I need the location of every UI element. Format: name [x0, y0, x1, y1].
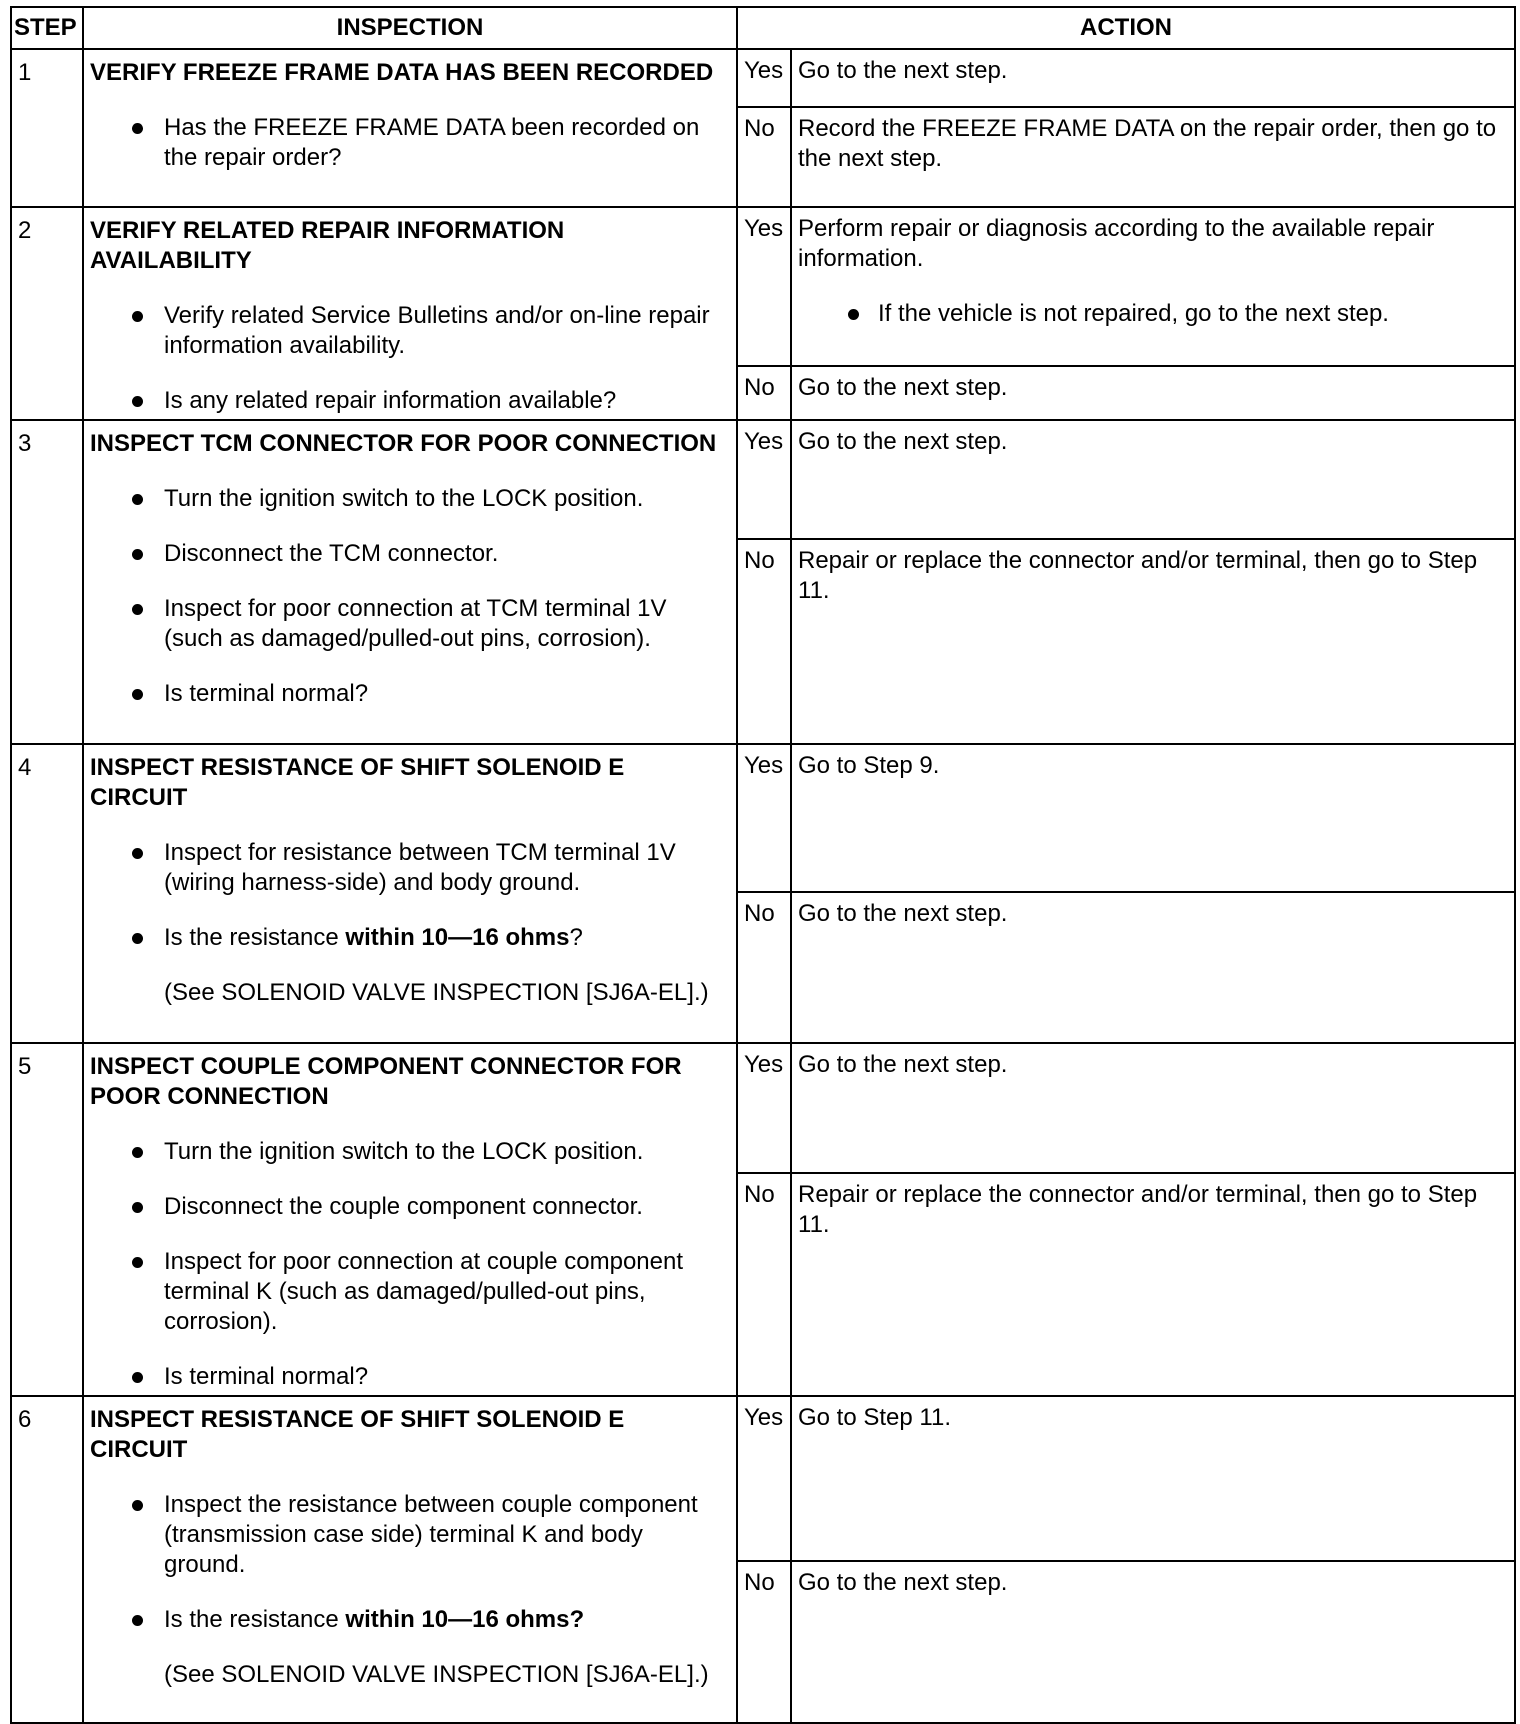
no-action: Go to the next step.	[791, 1561, 1515, 1723]
step-number: 6	[11, 1396, 83, 1723]
no-action: Go to the next step.	[791, 366, 1515, 420]
bullet-icon	[132, 1500, 143, 1511]
yes-label: Yes	[737, 1396, 791, 1561]
step-row	[11, 744, 1515, 892]
step-row	[11, 49, 1515, 107]
yes-action: Go to the next step.	[791, 49, 1515, 107]
yes-action: Perform repair or diagnosis according to the available repair information.	[798, 215, 1435, 272]
inspection-cell	[83, 49, 737, 207]
inspection-bullet: Is terminal normal?	[90, 1362, 728, 1392]
inspection-bullet: Turn the ignition switch to the LOCK position.	[90, 1137, 728, 1167]
no-action: Repair or replace the connector and/or terminal, then go to Step 11.	[791, 1173, 1515, 1396]
step-column-header: STEP	[11, 7, 83, 49]
step-number: 2	[11, 207, 83, 420]
inspection-title: INSPECT TCM CONNECTOR FOR POOR CONNECTION	[90, 430, 717, 457]
yes-label: Yes	[737, 744, 791, 892]
yes-label: Yes	[737, 207, 791, 366]
bullet-icon	[132, 1372, 143, 1383]
yes-action: Go to Step 11.	[791, 1396, 1515, 1561]
inspection-bullet: Has the FREEZE FRAME DATA been recorded on the repair order?	[90, 113, 728, 173]
inspection-bullet: Inspect for resistance between TCM terminal 1V (wiring harness-side) and body ground.	[90, 838, 728, 898]
inspection-cell	[83, 1396, 737, 1723]
inspection-bullet: Inspect for poor connection at TCM terminal 1V (such as damaged/pulled-out pins, corrosion).	[90, 594, 728, 654]
yes-action-cell	[791, 207, 1515, 366]
bullet-icon	[132, 848, 143, 859]
bullet-icon	[132, 933, 143, 944]
bullet-icon	[132, 1202, 143, 1213]
inspection-title: INSPECT COUPLE COMPONENT CONNECTOR FOR POOR CONNECTION	[90, 1053, 682, 1110]
no-label: No	[737, 107, 791, 207]
bullet-icon	[132, 549, 143, 560]
inspection-cell	[83, 420, 737, 744]
step-number: 1	[11, 49, 83, 207]
inspection-title: INSPECT RESISTANCE OF SHIFT SOLENOID E CIRCUIT	[90, 1406, 625, 1463]
no-label: No	[737, 366, 791, 420]
yes-label: Yes	[737, 1043, 791, 1173]
inspection-title: INSPECT RESISTANCE OF SHIFT SOLENOID E CIRCUIT	[90, 754, 625, 811]
inspection-bullet: Is any related repair information available?	[90, 386, 728, 416]
step-number: 5	[11, 1043, 83, 1396]
step-row	[11, 1043, 1515, 1173]
inspection-cell	[83, 207, 737, 420]
inspection-title: VERIFY RELATED REPAIR INFORMATION AVAILABILITY	[90, 217, 565, 274]
yes-label: Yes	[737, 49, 791, 107]
inspection-bullet: Is the resistance within 10—16 ohms?	[90, 1605, 728, 1635]
bullet-icon	[132, 494, 143, 505]
bullet-icon	[848, 309, 859, 320]
diagnostic-procedure-page	[10, 6, 1514, 1722]
bullet-icon	[132, 123, 143, 134]
inspection-cell	[83, 744, 737, 1043]
step-number: 3	[11, 420, 83, 744]
inspection-bullet: Disconnect the couple component connector.	[90, 1192, 728, 1222]
no-label: No	[737, 1561, 791, 1723]
inspection-note: (See SOLENOID VALVE INSPECTION [SJ6A-EL].)	[164, 1661, 709, 1688]
yes-action: Go to the next step.	[791, 420, 1515, 539]
bullet-icon	[132, 311, 143, 322]
no-action: Go to the next step.	[791, 892, 1515, 1043]
step-row	[11, 207, 1515, 366]
inspection-cell	[83, 1043, 737, 1396]
inspection-column-header: INSPECTION	[83, 7, 737, 49]
yes-action-bullet: If the vehicle is not repaired, go to the next step.	[798, 299, 1502, 329]
inspection-bullet: Inspect for poor connection at couple component terminal K (such as damaged/pulled-out pins, corrosion).	[90, 1247, 728, 1337]
inspection-bullet: Turn the ignition switch to the LOCK position.	[90, 484, 728, 514]
bullet-icon	[132, 396, 143, 407]
bullet-icon	[132, 689, 143, 700]
inspection-bullet: Verify related Service Bulletins and/or on-line repair information availability.	[90, 301, 728, 361]
step-row	[11, 420, 1515, 539]
bullet-icon	[132, 1257, 143, 1268]
step-number: 4	[11, 744, 83, 1043]
inspection-note: (See SOLENOID VALVE INSPECTION [SJ6A-EL].)	[164, 979, 709, 1006]
inspection-bullet: Is the resistance within 10—16 ohms?	[90, 923, 728, 953]
inspection-title: VERIFY FREEZE FRAME DATA HAS BEEN RECORDED	[90, 59, 714, 86]
diagnostic-table	[10, 6, 1516, 1724]
no-label: No	[737, 1173, 791, 1396]
no-label: No	[737, 539, 791, 744]
inspection-bullet: Disconnect the TCM connector.	[90, 539, 728, 569]
header-row	[11, 7, 1515, 49]
yes-label: Yes	[737, 420, 791, 539]
inspection-bullet: Inspect the resistance between couple component (transmission case side) terminal K and body ground.	[90, 1490, 728, 1580]
inspection-bullet: Is terminal normal?	[90, 679, 728, 709]
no-action: Record the FREEZE FRAME DATA on the repair order, then go to the next step.	[791, 107, 1515, 207]
action-column-header: ACTION	[737, 7, 1515, 49]
bullet-icon	[132, 1615, 143, 1626]
no-action: Repair or replace the connector and/or terminal, then go to Step 11.	[791, 539, 1515, 744]
yes-action: Go to Step 9.	[791, 744, 1515, 892]
bullet-icon	[132, 1147, 143, 1158]
step-row	[11, 1396, 1515, 1561]
yes-action: Go to the next step.	[791, 1043, 1515, 1173]
no-label: No	[737, 892, 791, 1043]
bullet-icon	[132, 604, 143, 615]
